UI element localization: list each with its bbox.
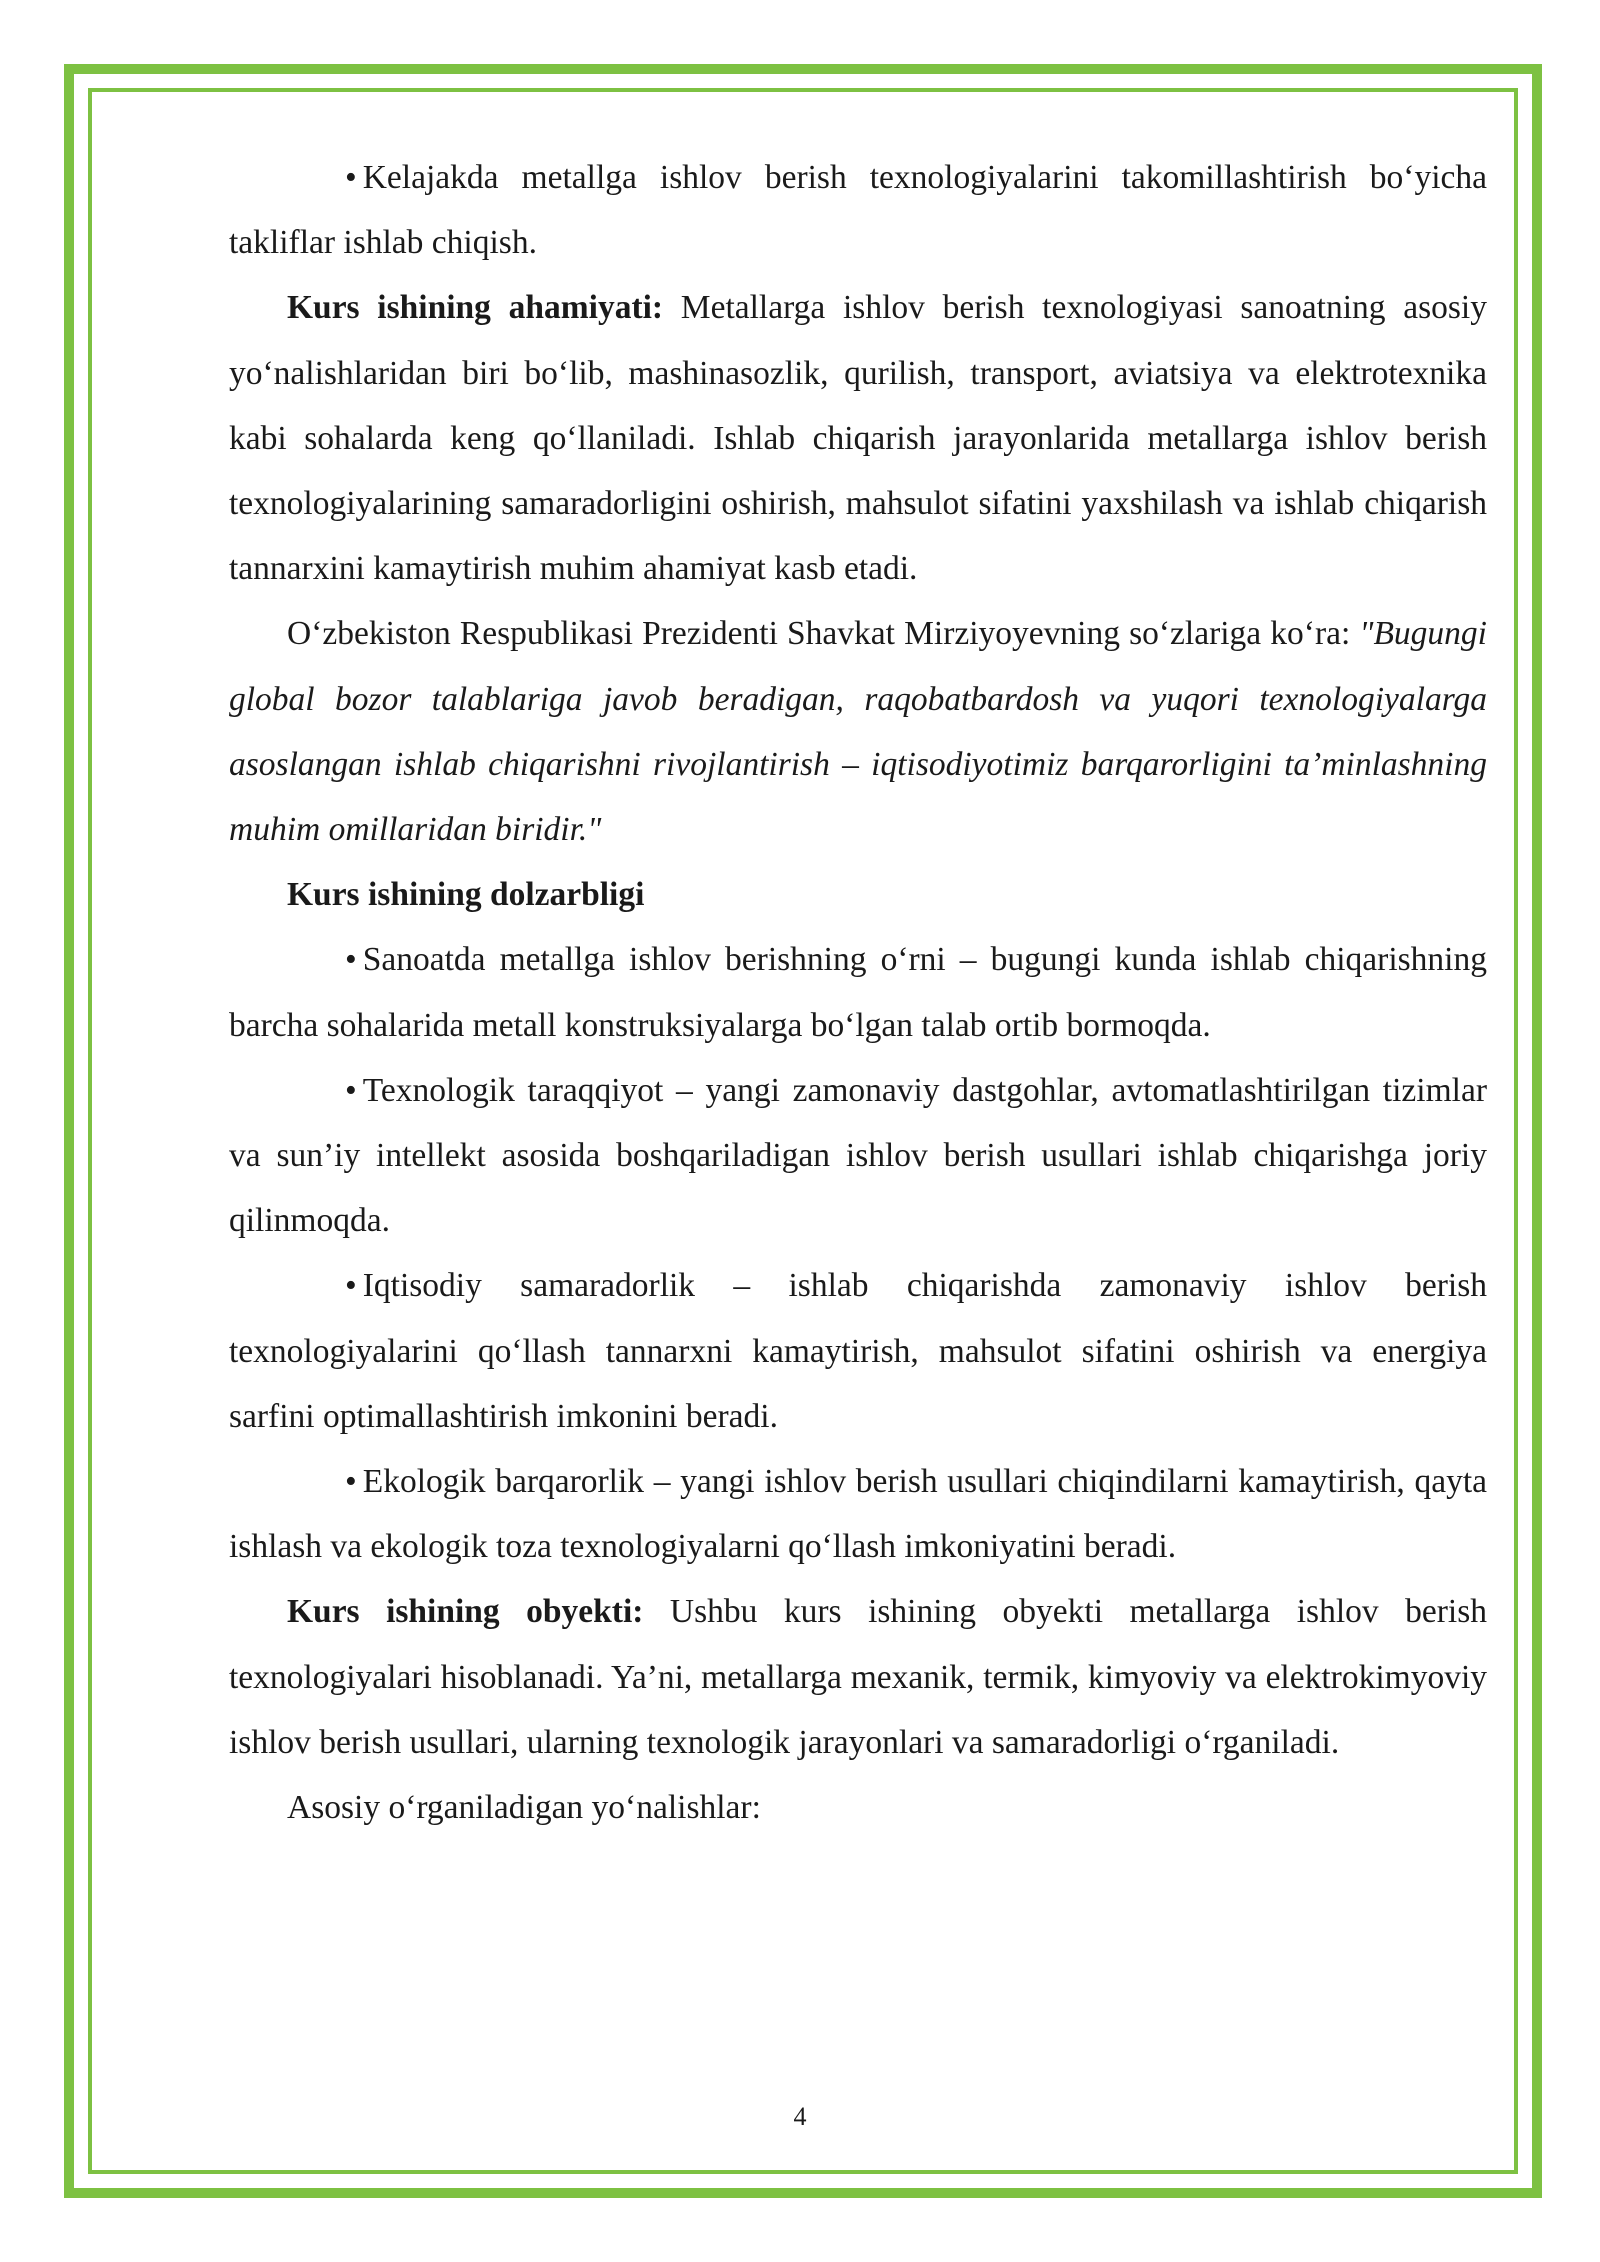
quote-intro: O‘zbekiston Respublikasi Prezidenti Shavkat Mirziyoyevning so‘zlariga ko‘ra: — [287, 615, 1360, 653]
bullet-item-ecological-sustainability — [229, 1449, 1487, 1579]
bullet-item-tech-progress — [229, 1058, 1487, 1254]
bullet-item-industry-role — [229, 927, 1487, 1057]
bullet-icon: • — [345, 1071, 357, 1109]
paragraph-president-quote — [229, 601, 1487, 862]
section-heading-importance: Kurs ishining ahamiyati: — [287, 289, 664, 327]
paragraph-main-directions: Asosiy o‘rganiladigan yo‘nalishlar: — [287, 1789, 761, 1827]
bullet-icon: • — [345, 1267, 357, 1305]
quote-text: "Bugungi global bozor talablariga javob beradigan, raqobatbardosh va yuqori texnologiyalarga asoslangan ishlab chiqarishni rivojlantirish – iqtisodiyotimiz barqarorligini ta’minlashning muhim omillaridan biridir." — [229, 615, 1487, 849]
bullet-item-proposals — [229, 145, 1487, 275]
paragraph-text: Ushbu kurs ishining obyekti metallarga ishlov berish texnologiyalari hisoblanadi. Ya’ni, metallarga mexanik, termik, kimyoviy va elektrokimyoviy ishlov berish usullari, ularning texnologik jarayonlari va samaradorligi o‘rganiladi. — [229, 1593, 1487, 1761]
paragraph-text: Metallarga ishlov berish texnologiyasi sanoatning asosiy yo‘nalishlaridan biri bo‘lib, mashinasozlik, qurilish, transport, aviatsiya va elektrotexnika kabi sohalarda keng qo‘llaniladi. Ishlab chiqarish jarayonlarida metallarga ishlov berish texnologiyalarining samaradorligini oshirish, mahsulot sifatini yaxshilash va ishlab chiqarish tannarxini kamaytirish muhim ahamiyat kasb etadi. — [229, 289, 1487, 588]
page-number: 4 — [793, 2102, 807, 2131]
paragraph-importance — [229, 275, 1487, 601]
paragraph-object — [229, 1579, 1487, 1775]
bullet-item-economic-efficiency — [229, 1253, 1487, 1449]
bullet-text: Sanoatda metallga ishlov berishning o‘rni – bugungi kunda ishlab chiqarishning barcha sohalarida metall konstruksiyalarga bo‘lgan talab ortib bormoqda. — [229, 941, 1487, 1044]
bullet-icon: • — [345, 941, 357, 979]
bullet-icon: • — [345, 1463, 357, 1501]
bullet-icon: • — [345, 159, 357, 196]
section-heading-object: Kurs ishining obyekti: — [287, 1593, 644, 1631]
section-heading-relevance: Kurs ishining dolzarbligi — [287, 876, 645, 914]
bullet-text: Iqtisodiy samaradorlik – ishlab chiqarishda zamonaviy ishlov berish texnologiyalarini qo‘llash tannarxni kamaytirish, mahsulot sifatini oshirish va energiya sarfini optimallashtirish imkonini beradi. — [229, 1267, 1487, 1435]
bullet-text: Texnologik taraqqiyot – yangi zamonaviy dastgohlar, avtomatlashtirilgan tizimlar va sun’iy intellekt asosida boshqariladigan ishlov berish usullari ishlab chiqarishga joriy qilinmoqda. — [229, 1071, 1487, 1240]
bullet-text: Kelajakda metallga ishlov berish texnologiyalarini takomillashtirish bo‘yicha takliflar ishlab chiqish. — [229, 159, 1487, 262]
page-content — [229, 145, 1487, 1840]
bullet-text: Ekologik barqarorlik – yangi ishlov berish usullari chiqindilarni kamaytirish, qayta ishlash va ekologik toza texnologiyalarni qo‘llash imkoniyatini beradi. — [229, 1463, 1487, 1566]
